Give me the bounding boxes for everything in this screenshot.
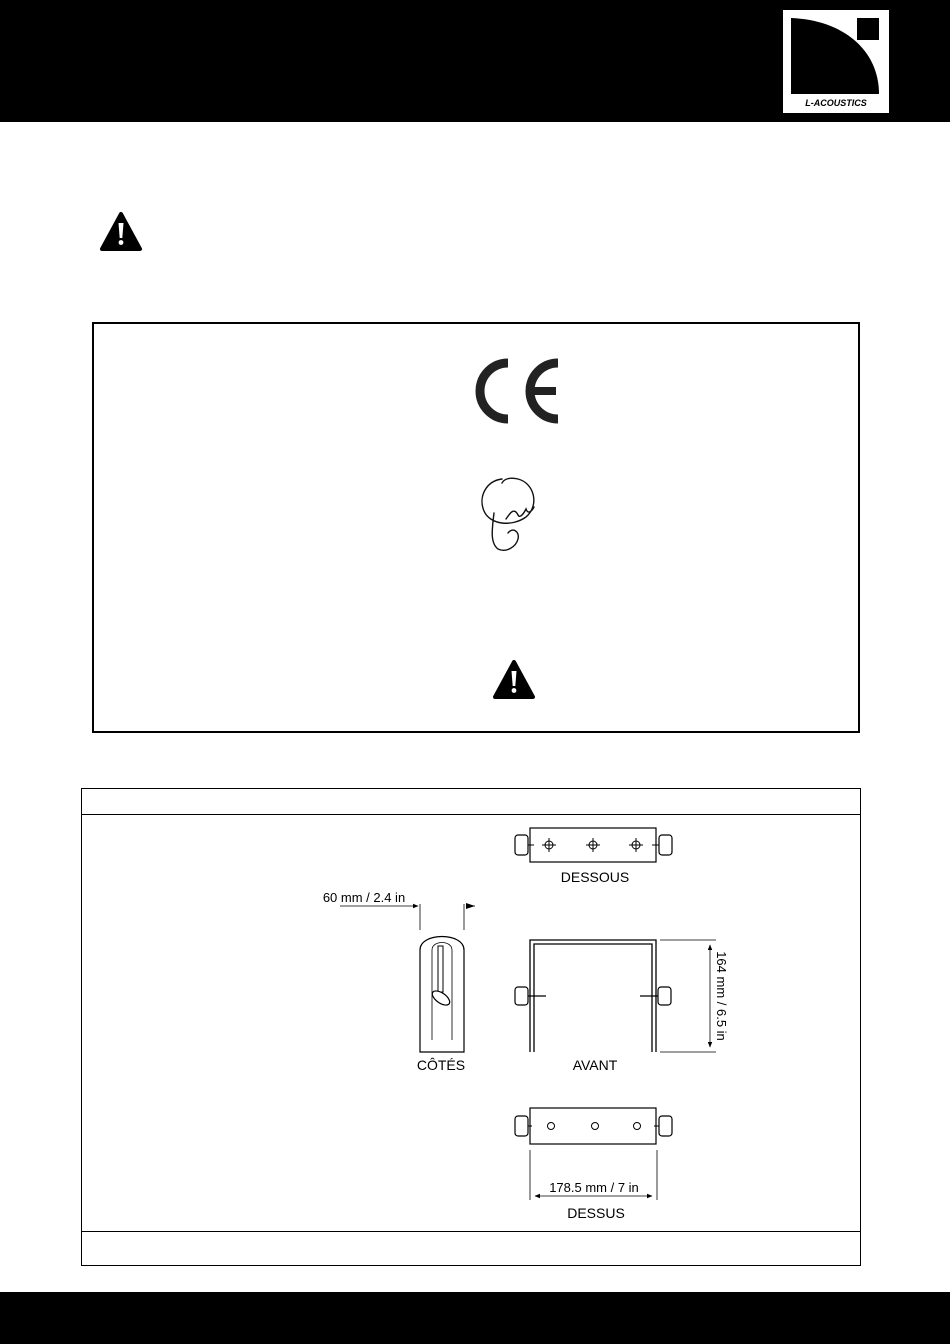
footer-bar (0, 1292, 950, 1344)
side-view-label: CÔTÉS (416, 1057, 466, 1073)
top-view (515, 828, 672, 885)
top-view-label: DESSOUS (560, 869, 630, 885)
width-dimension-label: 178.5 mm / 7 in (549, 1180, 639, 1195)
side-view (323, 890, 475, 1073)
depth-dimension-label: 60 mm / 2.4 in (322, 890, 406, 905)
height-dimension-label: 164 mm / 6.5 in (714, 951, 729, 1041)
logo-text: L-ACOUSTICS (805, 98, 867, 108)
front-view-label: AVANT (572, 1057, 618, 1073)
bottom-view-label: DESSUS (567, 1205, 625, 1221)
front-view (515, 940, 729, 1073)
bottom-view (515, 1108, 672, 1221)
